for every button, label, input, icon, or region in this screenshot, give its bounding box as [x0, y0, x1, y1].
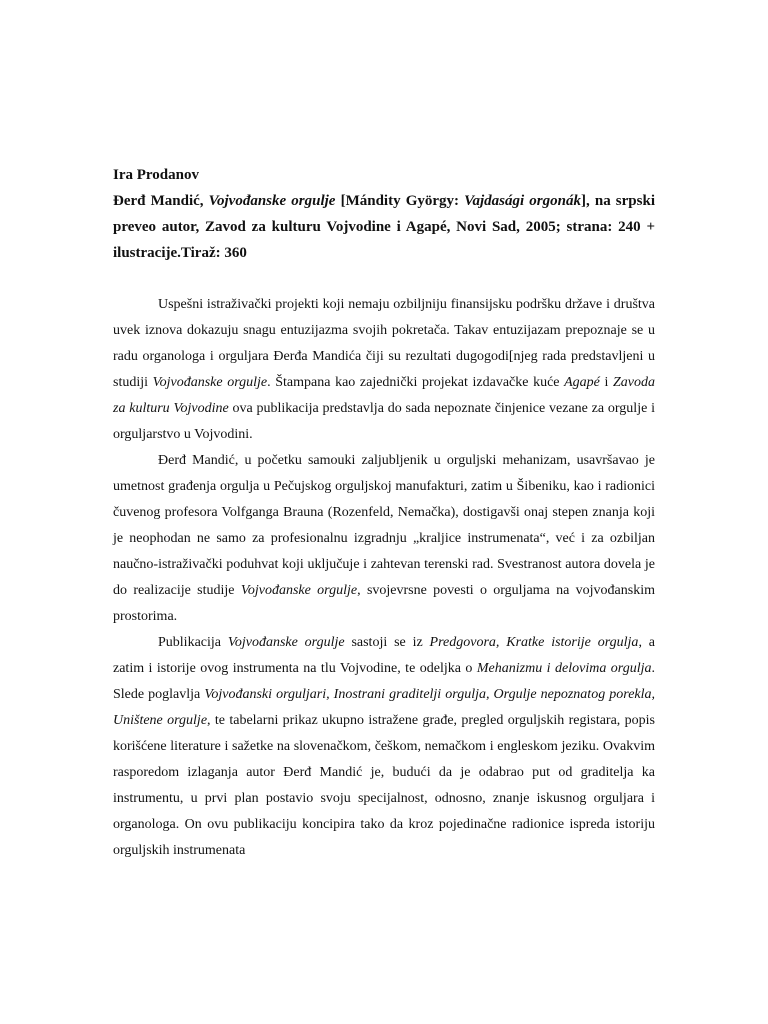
- paragraph-1: [113, 292, 655, 448]
- p1-text-c: . Štampana kao zajednički projekat izdavačke kuće: [267, 375, 565, 390]
- citation-details: ], na srpski preveo autor, Zavod za kulturu Vojvodine i Agapé, Novi Sad, 2005; strana: 240 + ilustracije.Tiraž: 360: [113, 193, 655, 261]
- p3-text-e: , a zatim i istorije ovog instrumenta na tlu Vojvodine, te odeljka o: [113, 635, 655, 676]
- p1-publisher-agape: Agapé: [564, 375, 600, 390]
- review-author: Ira Prodanov: [113, 167, 199, 183]
- p3-text-g: . Slede poglavlja: [113, 661, 655, 702]
- book-citation-heading: [113, 188, 655, 266]
- p2-text-a: Đerđ Mandić, u početku samouki zaljubljenik u orguljski mehanizam, usavršavao je umetnost građenja orgulja u Pečujskog orguljskoj manufakturi, zatim u Šibeniku, kao i radionici čuvenog profesora Volfganga Brauna (Rozenfeld, Nemačka), dostigavši onaj stepen znanja koji je neophodan ne samo za profesionalnu izgradnju „kraljice instrumenata“, već i za ozbiljan naučno-istraživački poduhvat koji uključuje i zahtevan terenski rad. Svestranost autora dovela je do realizacije studije: [113, 453, 655, 598]
- p2-text-c: , svojevrsne povesti o orguljama na vojvođanskim prostorima.: [113, 583, 656, 624]
- citation-author: Đerđ Mandić,: [113, 193, 209, 209]
- p3-chapters-2: Vojvođanski orguljari, Inostrani graditelji orgulja, Orgulje nepoznatog porekla, Uništene orgulje: [113, 687, 656, 728]
- p1-text-a: Uspešni istraživački projekti koji nemaju ozbiljniju finansijsku podršku države i društva uvek iznova dokazuju snagu entuzijazma svojih pokretača. Takav entuzijazam prepoznaje se u radu organologa i orguljara Đerđa Mandića čiji su rezultati dugogodi[njeg rada predstavljeni u studiji: [113, 297, 655, 390]
- p2-book-title: Vojvođanske orgulje: [240, 583, 358, 598]
- paragraph-2: [113, 448, 655, 630]
- paragraph-3: [113, 630, 655, 864]
- p3-text-i: , te tabelarni prikaz ukupno istražene građe, pregled orguljskih registara, popis korišćene literature i sažetke na slovenačkom, češkom, nemačkom i engleskom jeziku. Ovakvim rasporedom izlaganja autor Đerđ Mandić je, budući da je odabrao put od graditelja ka instrumentu, u prvi plan postavio svoju specijalnost, odnosno, znanje iskusnog orguljara i organologa. On ovu publikaciju koncipira tako da kroz pojedinačne radionice ispreda istoriju orguljskih instrumenata: [113, 713, 655, 858]
- p3-book-title: Vojvođanske orgulje: [227, 635, 345, 650]
- review-body: [113, 292, 655, 864]
- p1-publisher-zavod: Zavoda za kulturu Vojvodine: [113, 375, 656, 416]
- citation-title: Vojvođanske orgulje: [208, 193, 336, 209]
- p1-book-title: Vojvođanske orgulje: [152, 375, 268, 390]
- p1-text-g: ova publikacija predstavlja do sada nepoznate činjenice vezane za orgulje i orguljarstvo u Vojvodini.: [113, 401, 655, 442]
- p3-chapters-1: Predgovora, Kratke istorije orgulja: [429, 635, 639, 650]
- citation-original-title: Vajdasági orgonák: [464, 193, 581, 209]
- p3-text-a: Publikacija: [158, 635, 228, 650]
- citation-original-prefix: [Mándity György:: [335, 193, 465, 209]
- p1-text-e: i: [599, 375, 614, 390]
- p3-text-c: sastoji se iz: [344, 635, 430, 650]
- p3-chapter-mechanism: Mehanizmu i delovima orgulja: [476, 661, 652, 676]
